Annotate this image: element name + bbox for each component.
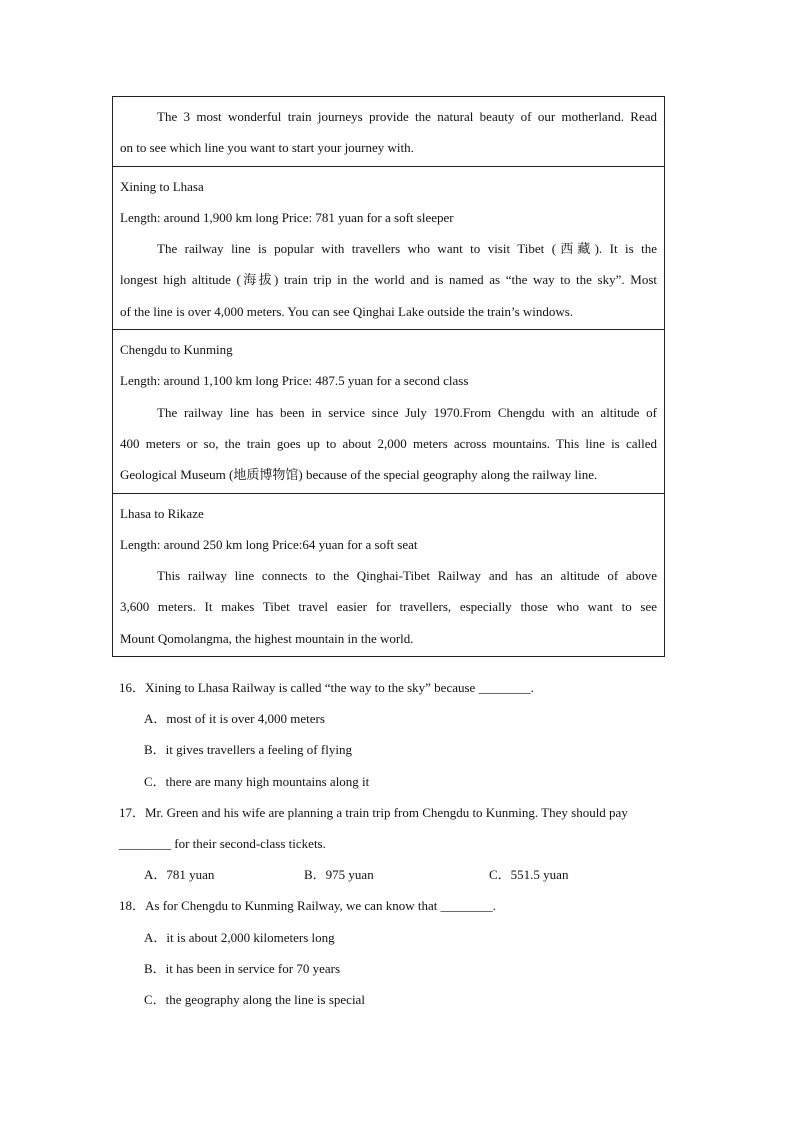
questions-section: [119, 672, 679, 1015]
route-cell-chengdu-kunming: [113, 329, 664, 492]
route-text-line: 3,600 meters. It makes Tibet travel easier for travellers, especially those who want to see: [120, 599, 657, 615]
route-text-line: This railway line connects to the Qinghai-Tibet Railway and has an altitude of above: [157, 568, 657, 584]
route-text-line: Geological Museum (地质博物馆) because of the special geography along the railway line.: [120, 467, 598, 483]
route-cell-xining-lhasa: [113, 166, 664, 329]
route-info: Length: around 1,900 km long Price: 781 yuan for a soft sleeper: [120, 209, 454, 225]
route-text-line: longest high altitude (海拔) train trip in the world and is named as “the way to the sky”. Most: [120, 272, 657, 288]
option-17-b[interactable]: B．975 yuan: [304, 867, 374, 883]
route-info: Length: around 250 km long Price:64 yuan for a soft seat: [120, 536, 418, 552]
route-name: Lhasa to Rikaze: [120, 505, 204, 521]
route-name: Chengdu to Kunming: [120, 342, 233, 358]
question-17-stem-line-2: ________ for their second-class tickets.: [119, 836, 326, 852]
route-text-line: 400 meters or so, the train goes up to about 2,000 meters across mountains. This line is called: [120, 435, 657, 451]
route-text-line: Mount Qomolangma, the highest mountain in the world.: [120, 630, 414, 646]
option-18-b[interactable]: B．it has been in service for 70 years: [144, 960, 341, 976]
question-16-stem: 16．Xining to Lhasa Railway is called “the way to the sky” because ________.: [119, 680, 534, 695]
question-18-stem: 18．As for Chengdu to Kunming Railway, we can know that ________.: [119, 898, 496, 914]
option-16-c[interactable]: C．there are many high mountains along it: [144, 773, 370, 789]
option-16-b[interactable]: B．it gives travellers a feeling of flying: [144, 742, 352, 758]
question-17-stem-line-1: 17．Mr. Green and his wife are planning a train trip from Chengdu to Kunming. They should pay: [119, 804, 628, 820]
route-text-line: of the line is over 4,000 meters. You can see Qinghai Lake outside the train’s windows.: [120, 303, 574, 319]
option-18-a[interactable]: A．it is about 2,000 kilometers long: [144, 929, 335, 945]
intro-cell: [113, 97, 664, 166]
route-text-line: The railway line has been in service since July 1970.From Chengdu with an altitude of: [157, 404, 657, 420]
option-18-c[interactable]: C．the geography along the line is special: [144, 992, 365, 1008]
route-info: Length: around 1,100 km long Price: 487.5 yuan for a second class: [120, 373, 469, 389]
question-17-options: [119, 859, 679, 890]
option-17-a[interactable]: A．781 yuan: [144, 867, 215, 883]
intro-line-2: on to see which line you want to start your journey with.: [120, 140, 414, 156]
route-text-line: The railway line is popular with travellers who want to visit Tibet (西藏). It is the: [157, 241, 657, 257]
passage-table: [112, 96, 665, 657]
option-17-c[interactable]: C．551.5 yuan: [489, 867, 569, 883]
option-16-a[interactable]: A．most of it is over 4,000 meters: [144, 711, 325, 727]
route-name: Xining to Lhasa: [120, 178, 204, 194]
route-cell-lhasa-rikaze: [113, 493, 664, 656]
intro-line-1: The 3 most wonderful train journeys provide the natural beauty of our motherland. Read: [157, 109, 657, 124]
